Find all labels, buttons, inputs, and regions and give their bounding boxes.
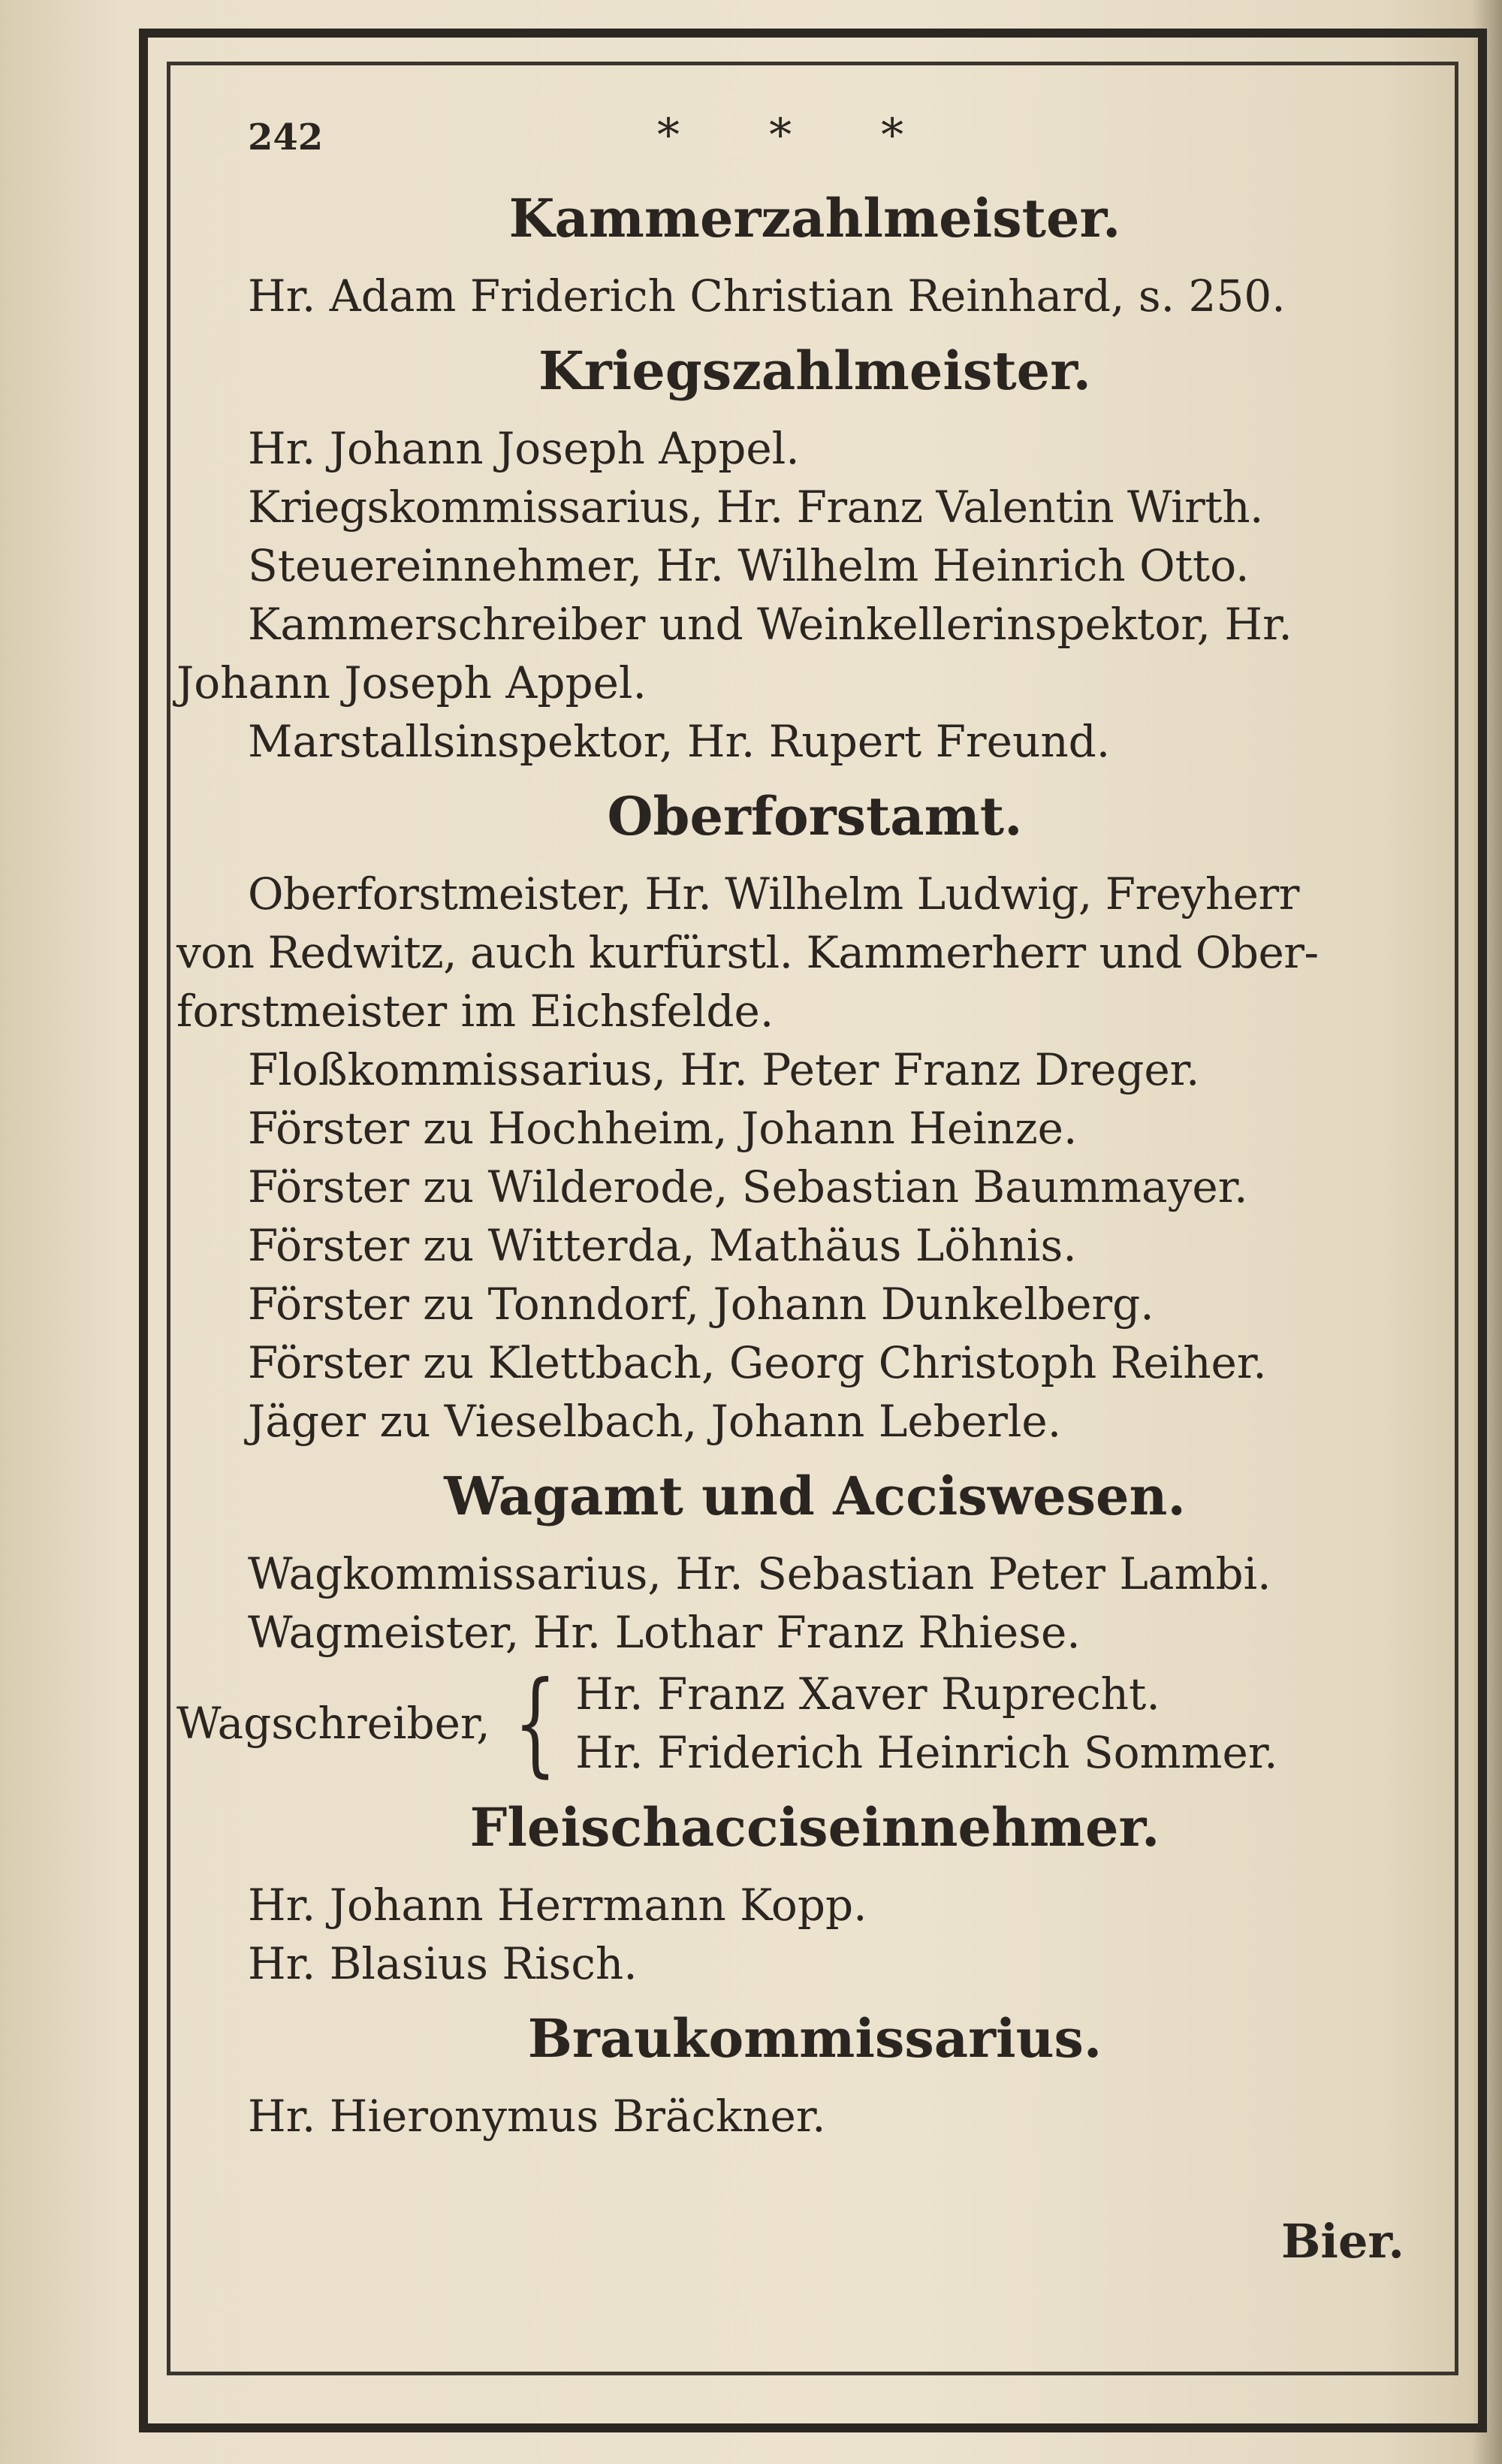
entry-line-continuation: forstmeister im Eichsfelde. [176, 986, 774, 1037]
entry-line: Förster zu Wilderode, Sebastian Baummayer. [248, 1161, 1248, 1212]
entry-line: Hr. Johann Joseph Appel. [248, 423, 800, 474]
entry-line: Marstallsinspektor, Hr. Rupert Freund. [248, 716, 1111, 767]
page-header [176, 109, 1453, 173]
wagschreiber-label: Wagschreiber, [176, 1698, 490, 1749]
entry-line: Förster zu Klettbach, Georg Christoph Reiher. [248, 1337, 1267, 1388]
catchword: Bier. [1281, 2214, 1404, 2269]
entry-line: Hr. Johann Herrmann Kopp. [248, 1880, 867, 1931]
page-number: 242 [248, 116, 324, 159]
entry-line: Wagmeister, Hr. Lothar Franz Rhiese. [248, 1607, 1081, 1658]
entry-line: Kammerschreiber und Weinkellerinspektor, Hr. [248, 599, 1292, 650]
heading-wagamt: Wagamt und Acciswesen. [444, 1465, 1186, 1527]
entry-line: Floßkommissarius, Hr. Peter Franz Dreger. [248, 1044, 1200, 1095]
entry-line: Hr. Friderich Heinrich Sommer. [575, 1727, 1278, 1778]
heading-kammerzahlmeister: Kammerzahlmeister. [508, 187, 1121, 249]
brace-glyph: { [513, 1658, 557, 1789]
heading-fleischacciseinnehmer: Fleischacciseinnehmer. [469, 1796, 1160, 1859]
heading-braukommissarius: Braukommissarius. [527, 2007, 1102, 2070]
entry-line-continuation: Johann Joseph Appel. [176, 657, 647, 708]
page-content [176, 109, 1453, 2145]
entry-line: Hr. Adam Friderich Christian Reinhard, s. 250. [248, 270, 1286, 322]
entry-line: Förster zu Hochheim, Johann Heinze. [248, 1103, 1078, 1154]
entry-line: Jäger zu Vieselbach, Johann Leberle. [248, 1396, 1062, 1447]
entry-line: Steuereinnehmer, Hr. Wilhelm Heinrich Otto. [248, 540, 1250, 591]
entry-line: Oberforstmeister, Hr. Wilhelm Ludwig, Freyherr [248, 868, 1299, 919]
entry-line-continuation: von Redwitz, auch kurfürstl. Kammerherr und Ober- [176, 927, 1319, 978]
heading-kriegszahlmeister: Kriegszahlmeister. [538, 340, 1092, 402]
entry-line: Wagkommissarius, Hr. Sebastian Peter Lambi. [248, 1548, 1271, 1599]
entry-line: Hr. Franz Xaver Ruprecht. [575, 1668, 1160, 1720]
wagschreiber-names [575, 1665, 1277, 1782]
entry-line: Hr. Blasius Risch. [248, 1938, 638, 1989]
entry-line: Förster zu Tonndorf, Johann Dunkelberg. [248, 1279, 1154, 1330]
entry-line: Förster zu Witterda, Mathäus Löhnis. [248, 1220, 1077, 1271]
entry-line: Kriegskommissarius, Hr. Franz Valentin Wirth. [248, 482, 1263, 533]
entry-line: Hr. Hieronymus Bräckner. [248, 2091, 826, 2142]
wagschreiber-block [176, 1658, 1453, 1789]
heading-oberforstamt: Oberforstamt. [607, 785, 1023, 847]
asterism-ornament: * * * [657, 109, 942, 162]
